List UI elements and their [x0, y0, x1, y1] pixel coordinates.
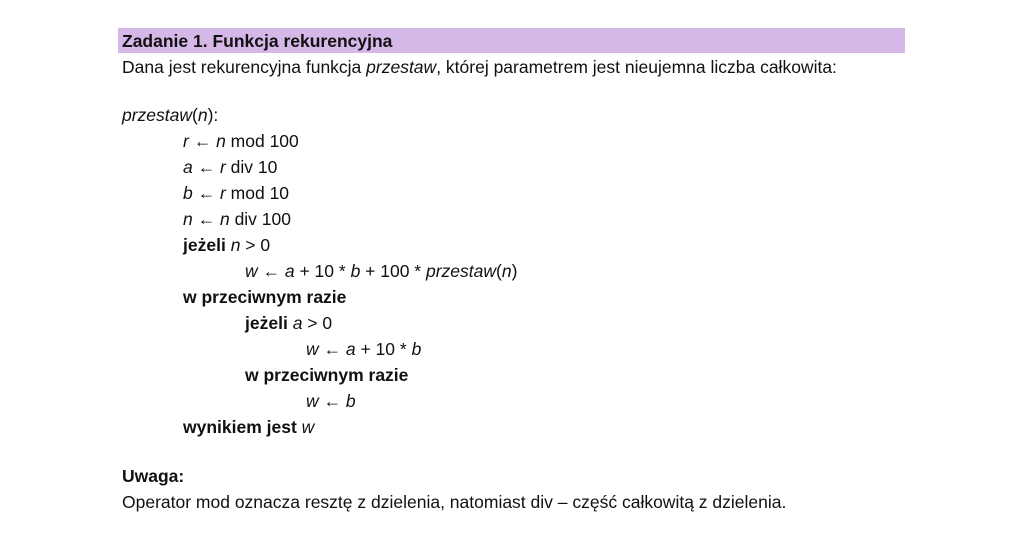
- arrow: ←: [192, 183, 220, 203]
- code-else-1: w przeciwnym razie: [183, 287, 347, 307]
- var: w: [245, 261, 258, 281]
- intro-before: Dana jest rekurencyjna funkcja: [122, 57, 367, 77]
- code-assign-3: [306, 390, 356, 412]
- expr: > 0: [240, 235, 271, 255]
- expr: mod 10: [225, 183, 290, 203]
- var: n: [501, 261, 512, 281]
- fn-arg: n: [197, 105, 208, 125]
- var: n: [230, 235, 241, 255]
- code-assign-2: [306, 338, 421, 360]
- expr: + 10 *: [294, 261, 351, 281]
- keyword: wynikiem jest: [183, 417, 302, 437]
- code-if-a: [245, 312, 332, 334]
- code-line-a: [183, 156, 277, 178]
- fn-name: przestaw: [425, 261, 497, 281]
- var: w: [306, 339, 319, 359]
- expr: div 10: [225, 157, 278, 177]
- var: b: [411, 339, 422, 359]
- intro-after: , której parametrem jest nieujemna liczba całkowita:: [436, 57, 837, 77]
- var: r: [183, 131, 189, 151]
- var: b: [345, 391, 356, 411]
- var: b: [350, 261, 361, 281]
- fn-name: przestaw: [122, 105, 193, 125]
- var: w: [301, 417, 315, 437]
- code-line-n: [183, 208, 291, 230]
- code-if-n: [183, 234, 270, 256]
- expr: > 0: [302, 313, 333, 333]
- paren: ):: [207, 105, 219, 125]
- note-text: Operator mod oznacza resztę z dzielenia, natomiast div – część całkowitą z dzielenia.: [122, 492, 787, 512]
- function-header: [122, 104, 218, 126]
- var: a: [292, 313, 303, 333]
- expr: mod 100: [225, 131, 299, 151]
- arrow: ←: [192, 209, 220, 229]
- code-assign-recursive: [245, 260, 517, 282]
- arrow: ←: [318, 339, 346, 359]
- note-label: Uwaga:: [122, 466, 185, 486]
- paren: ): [511, 261, 518, 281]
- code-else-2: w przeciwnym razie: [245, 365, 409, 385]
- expr: div 100: [229, 209, 291, 229]
- arrow: ←: [188, 131, 217, 151]
- arrow: ←: [257, 261, 285, 281]
- var: n: [183, 209, 193, 229]
- var: w: [306, 391, 319, 411]
- var: b: [183, 183, 193, 203]
- code-line-r: [183, 130, 299, 152]
- var: r: [219, 157, 226, 177]
- arrow: ←: [318, 391, 346, 411]
- var: n: [219, 209, 230, 229]
- var: a: [183, 157, 193, 177]
- task-title: Zadanie 1. Funkcja rekurencyjna: [122, 31, 393, 51]
- var: r: [219, 183, 226, 203]
- arrow: ←: [192, 157, 220, 177]
- code-result: [183, 416, 314, 438]
- intro-text: [122, 56, 837, 78]
- var: a: [284, 261, 295, 281]
- keyword: jeżeli: [245, 313, 288, 333]
- code-line-b: [183, 182, 289, 204]
- keyword: jeżeli: [183, 235, 226, 255]
- expr: + 100 *: [360, 261, 426, 281]
- var: n: [216, 131, 226, 151]
- paren: (: [192, 105, 198, 125]
- paren: (: [496, 261, 502, 281]
- var: a: [345, 339, 356, 359]
- expr: + 10 *: [355, 339, 412, 359]
- intro-function-name: przestaw: [366, 57, 437, 77]
